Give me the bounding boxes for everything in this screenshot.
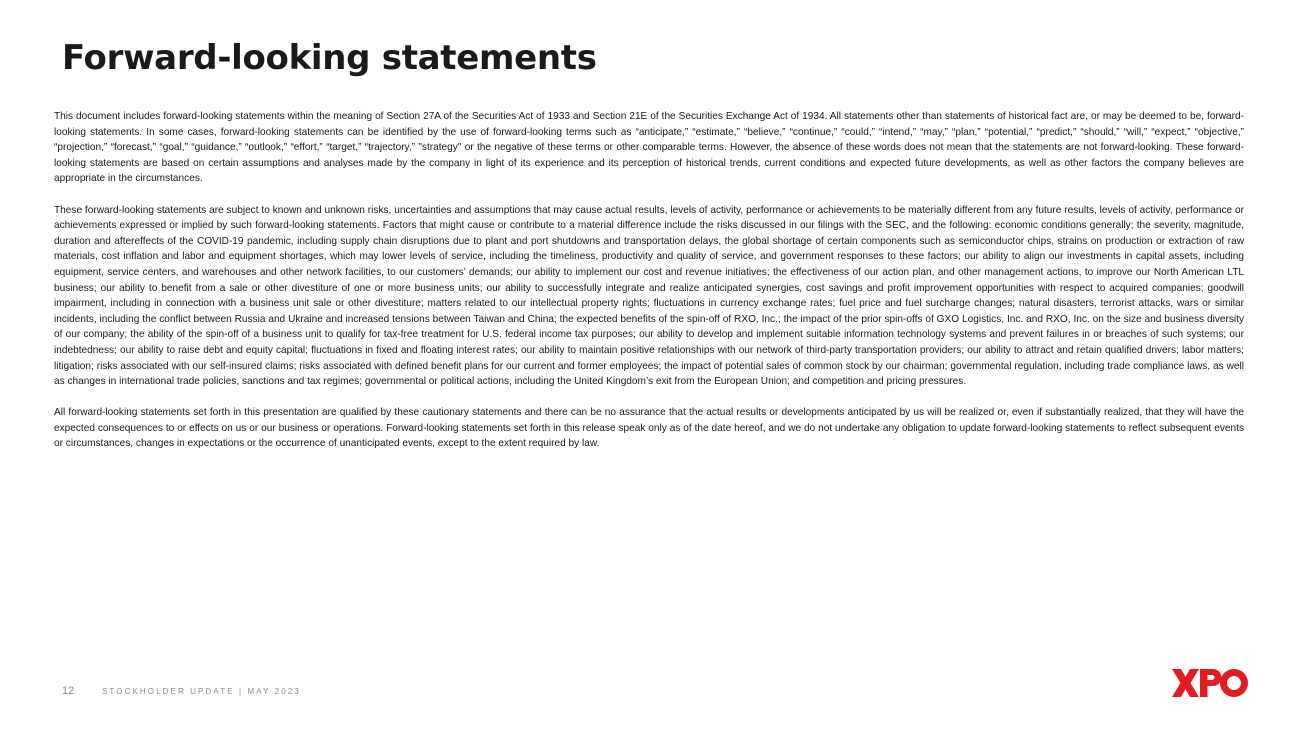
paragraph-risk-factors: These forward-looking statements are subject to known and unknown risks, uncertainties and assumptions that may cause actual results, levels of activity, performance or achievements to be materially different from any future results, levels of activity, performance or achievements expressed or implied by such forward-looking statements. Factors that might cause or contribute to a material difference include the risks discussed in our filings with the SEC, and the following: economic conditions generally; the severity, magnitude, duration and aftereffects of the COVID-19 pandemic, including supply chain disruptions due to plant and port shutdowns and transportation delays, the global shortage of certain components such as semiconductor chips, strains on production or extraction of raw materials, cost inflation and labor and equipment shortages, which may lower levels of service, including the timeliness, productivity and quality of service, and government responses to these factors; our ability to align our investments in capital assets, including equipment, service centers, and warehouses and other network facilities, to our customers’ demands; our ability to implement our cost and revenue initiatives; the effectiveness of our action plan, and other management actions, to improve our North American LTL business; our ability to benefit from a sale or other divestiture of one or more business units; our ability to successfully integrate and realize anticipated synergies, cost savings and profit improvement opportunities with respect to acquired companies; goodwill impairment, including in connection with a business unit sale or other divestiture; matters related to our intellectual property rights; fluctuations in currency exchange rates; fuel price and fuel surcharge changes; natural disasters, terrorist attacks, wars or similar incidents, including the conflict between Russia and Ukraine and increased tensions between Taiwan and China; the expected benefits of the spin-off of RXO, Inc.; the impact of the prior spin-offs of GXO Logistics, Inc. and RXO, Inc. on the size and business diversity of our company; the ability of the spin-off of a business unit to qualify for tax-free treatment for U.S. federal income tax purposes; our ability to develop and implement suitable information technology systems and prevent failures in or breaches of such systems; our indebtedness; our ability to raise debt and equity capital; fluctuations in fixed and floating interest rates; our ability to maintain positive relationships with our network of third-party transportation providers; our ability to attract and retain qualified drivers; labor matters; litigation; risks associated with our self-insured claims; risks associated with defined benefit plans for our current and former employees; the impact of potential sales of common stock by our chairman; governmental regulation, including trade compliance laws, as well as changes in international trade policies, sanctions and tax regimes; governmental or political actions, including the United Kingdom’s exit from the European Union; and competition and pricing pressures. — [54, 204, 1244, 388]
paragraph-intro: This document includes forward-looking statements within the meaning of Section 27A of the Securities Act of 1933 and Section 21E of the Securities Exchange Act of 1934. All statements other than statements of historical fact are, or may be deemed to be, forward-looking statements. In some cases, forward-looking statements can be identified by the use of forward-looking terms such as “anticipate,” “estimate,” “believe,” “continue,” “could,” “intend,” “may,” “plan,” “potential,” “predict,” “should,” “will,” “expect,” “objective,” “projection,” “forecast,” “goal,” “guidance,” “outlook,” “effort,” “target,” “trajectory,” "strategy" or the negative of these terms or other comparable terms. However, the absence of these words does not mean that the statements are not forward-looking. These forward-looking statements are based on certain assumptions and analyses made by the company in light of its experience and its perception of historical trends, current conditions and expected future developments, as well as other factors the company believes are appropriate in the circumstances. — [54, 111, 1244, 185]
disclaimer-body — [54, 109, 1244, 468]
footer-label: STOCKHOLDER UPDATE | MAY 2023 — [102, 686, 301, 696]
paragraph-qualification: All forward-looking statements set forth in this presentation are qualified by these cautionary statements and there can be no assurance that the actual results or developments anticipated by us will be realized or, even if substantially realized, that they will have the expected consequences to or effects on us or our business or operations. Forward-looking statements set forth in this release speak only as of the date hereof, and we do not undertake any obligation to update forward-looking statements to reflect subsequent events or circumstances, changes in expectations or the occurrence of unanticipated events, except to the extent required by law. — [54, 407, 1244, 450]
page-title: Forward-looking statements — [62, 38, 597, 78]
footer — [62, 685, 301, 697]
xpo-logo — [1172, 669, 1248, 697]
page-number: 12 — [62, 685, 75, 697]
